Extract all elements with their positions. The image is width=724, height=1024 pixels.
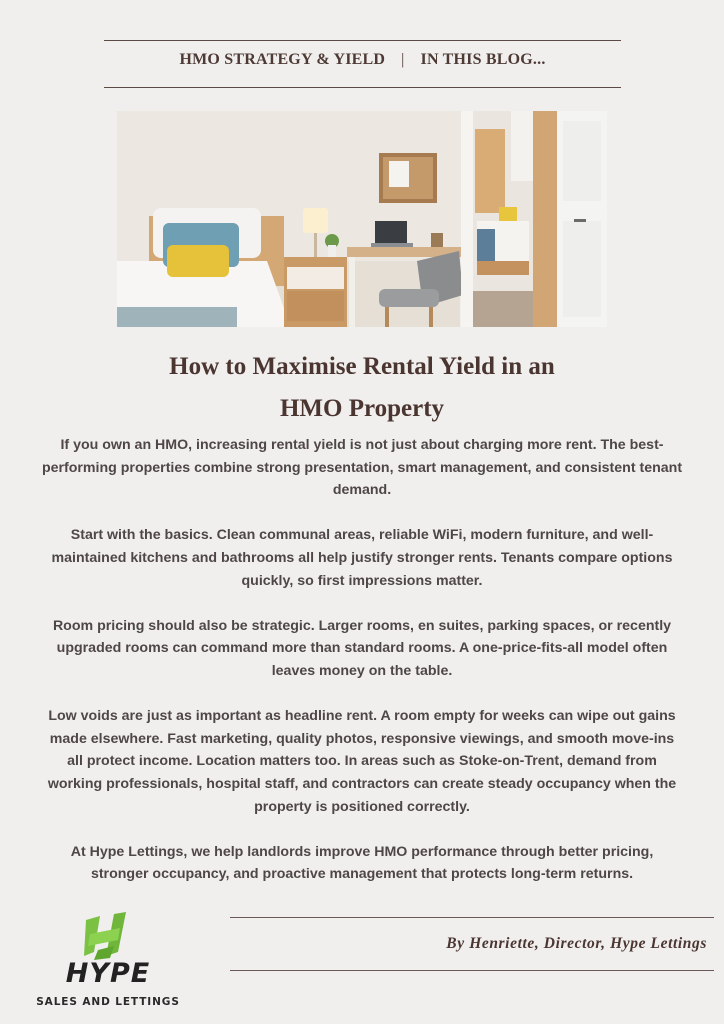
h-logo-icon [28, 912, 188, 962]
paragraph-low-voids: Low voids are just as important as headline rent. A room empty for weeks can wipe out gains made elsewhere. Fast marketing, quality photos, responsive viewings, and smooth move-ins all protect income. Location matters too. In areas such as Stoke-on-Trent, demand from working professionals, hospital staff, and contractors can create steady occupancy when the property is positioned correctly. [47, 708, 677, 815]
article-title [60, 346, 664, 430]
paragraph-hype-lettings: At Hype Lettings, we help landlords improve HMO performance through better pricing, stronger occupancy, and proactive management that protects long-term returns. [70, 843, 654, 883]
article-body [40, 434, 684, 908]
header-bottom-rule [104, 87, 621, 88]
header-in-this-blog: IN THIS BLOG... [420, 51, 546, 68]
logo-wordmark: HYPE [65, 958, 151, 989]
author-byline: By Henriette, Director, Hype Lettings [446, 935, 707, 952]
paragraph-intro: If you own an HMO, increasing rental yield is not just about charging more rent. The best-performing properties combine strong presentation, smart management, and consistent tenant demand. [41, 437, 683, 499]
paragraph-room-pricing: Room pricing should also be strategic. Larger rooms, en suites, parking spaces, or recently upgraded rooms can command more than standard rooms. A one-price-fits-all model often leaves money on the table. [52, 617, 672, 679]
header-separator: | [401, 51, 405, 68]
hype-logo [28, 912, 188, 1012]
article-title-line-1: How to Maximise Rental Yield in an [169, 353, 555, 380]
article-title-line-2: HMO Property [279, 395, 445, 422]
byline-bottom-rule [230, 970, 714, 971]
paragraph-basics: Start with the basics. Clean communal areas, reliable WiFi, modern furniture, and well-maintained kitchens and bathrooms all help justify stronger rents. Tenants compare options quickly, so first impressions matter. [51, 527, 673, 589]
header-bar [104, 51, 621, 69]
header-category: HMO STRATEGY & YIELD [179, 51, 386, 68]
bedroom-photo [117, 111, 607, 327]
byline-top-rule [230, 917, 714, 918]
logo-tagline: SALES AND LETTINGS [36, 996, 180, 1008]
header-top-rule [104, 40, 621, 41]
